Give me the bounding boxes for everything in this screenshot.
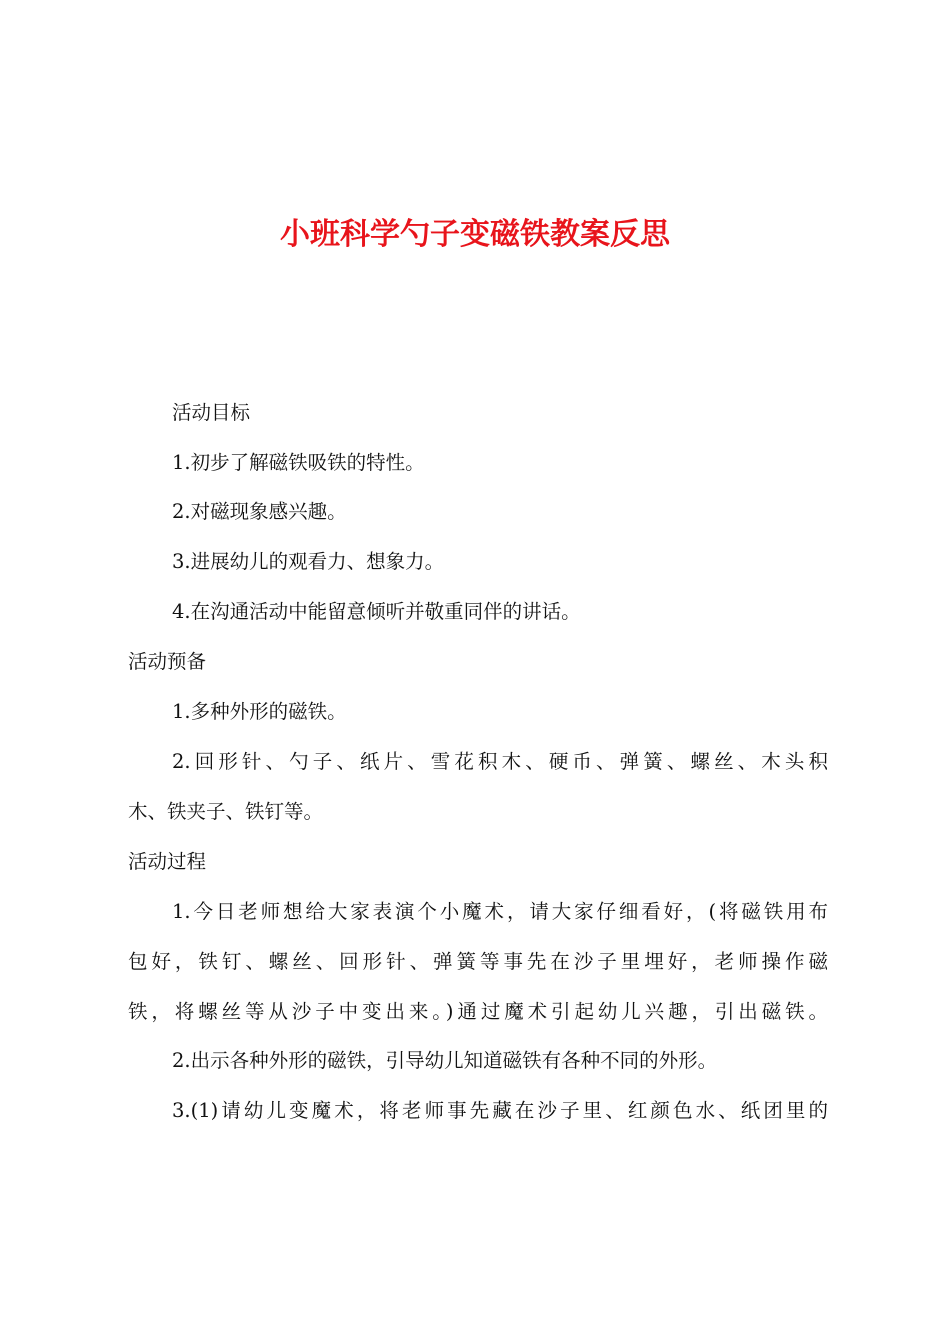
goal-item-3: 3.进展幼儿的观看力、想象力。 <box>172 550 445 573</box>
goal-item-4: 4.在沟通活动中能留意倾听并敬重同伴的讲话。 <box>172 600 581 623</box>
section-heading-goals: 活动目标 <box>172 401 251 424</box>
process-item-1-line-2: 包好，铁钉、螺丝、回形针、弹簧等事先在沙子里埋好，老师操作磁 <box>128 950 828 973</box>
preparation-item-2-line-1: 2.回形针、勺子、纸片、雪花积木、硬币、弹簧、螺丝、木头积 <box>172 750 828 773</box>
section-heading-preparation: 活动预备 <box>128 650 207 673</box>
section-heading-process: 活动过程 <box>128 850 207 873</box>
process-item-3-line-1: 3.(1)请幼儿变魔术，将老师事先藏在沙子里、红颜色水、纸团里的 <box>172 1099 828 1122</box>
process-item-2: 2.出示各种外形的磁铁，引导幼儿知道磁铁有各种不同的外形。 <box>172 1049 718 1072</box>
document-title: 小班科学勺子变磁铁教案反思 <box>280 217 670 252</box>
goal-item-1: 1.初步了解磁铁吸铁的特性。 <box>172 451 425 474</box>
preparation-item-1: 1.多种外形的磁铁。 <box>172 700 347 723</box>
preparation-item-2-line-2: 木、铁夹子、铁钉等。 <box>128 800 324 823</box>
process-item-1-line-1: 1.今日老师想给大家表演个小魔术，请大家仔细看好，(将磁铁用布 <box>172 900 828 923</box>
goal-item-2: 2.对磁现象感兴趣。 <box>172 500 347 523</box>
process-item-1-line-3: 铁，将螺丝等从沙子中变出来。)通过魔术引起幼儿兴趣，引出磁铁。 <box>128 1000 828 1023</box>
